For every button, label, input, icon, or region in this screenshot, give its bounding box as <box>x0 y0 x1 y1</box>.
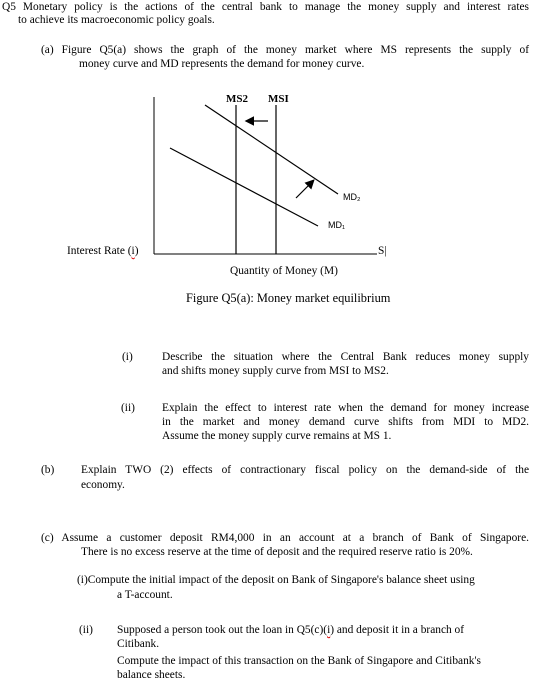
x-axis-label: Quantity of Money (M) <box>230 265 338 277</box>
sub-i-number: (i) <box>122 351 133 363</box>
ms2-label: MS2 <box>226 93 248 105</box>
md2-curve <box>205 105 338 194</box>
q5-intro-line1: Q5 Monetary policy is the actions of the central bank to manage the money supply and interest rates <box>2 1 529 13</box>
ms1-label: MSI <box>268 93 289 105</box>
md1-curve <box>170 148 318 226</box>
part-b-number: (b) <box>41 464 55 476</box>
x-axis-end-mark: S| <box>378 245 387 257</box>
part-b-line1: Explain TWO (2) effects of contractionary fiscal policy on the demand-side of the <box>81 464 529 476</box>
sub-ii-line2: in the market and money demand curve shifts from MDI to MD2. <box>162 416 529 428</box>
sub-i-line2: and shifts money supply curve from MSI to MS2. <box>162 365 389 377</box>
q5-intro-line2: to achieve its macroeconomic policy goals. <box>18 14 215 26</box>
y-axis-label: Interest Rate (i) <box>67 245 139 257</box>
shift-up-arrow <box>296 181 313 198</box>
sub-ii-line1: Explain the effect to interest rate when the demand for money increase <box>162 402 529 414</box>
sub-i-line1: Describe the situation where the Central Bank reduces money supply <box>162 351 529 363</box>
md2-label: MD₂ <box>343 192 361 202</box>
c-i-line1: (i)Compute the initial impact of the deposit on Bank of Singapore's balance sheet using <box>77 574 475 586</box>
c-ii-line1: Supposed a person took out the loan in Q5(c)(i) and deposit it in a branch of <box>117 624 465 636</box>
md1-label: MD₁ <box>328 220 346 230</box>
part-b-line2: economy. <box>81 479 125 491</box>
part-c-line1: (c) Assume a customer deposit RM4,000 in an account at a branch of Bank of Singapore. <box>41 532 529 544</box>
c-ii-number: (ii) <box>79 624 93 636</box>
part-a-line1: (a) Figure Q5(a) shows the graph of the money market where MS represents the supply of <box>41 44 529 56</box>
sub-ii-number: (ii) <box>121 402 135 414</box>
c-ii-line4: balance sheets. <box>117 669 186 681</box>
part-c-line2: There is no excess reserve at the time of deposit and the required reserve ratio is 20%. <box>81 546 473 558</box>
sub-ii-line3: Assume the money supply curve remains at MS 1. <box>162 430 392 442</box>
figure-caption: Figure Q5(a): Money market equilibrium <box>186 291 391 305</box>
part-a-line2: money curve and MD represents the demand for money curve. <box>79 58 365 70</box>
c-i-line2: a T-account. <box>117 589 173 601</box>
c-ii-line2: Citibank. <box>117 638 160 650</box>
c-ii-line3: Compute the impact of this transaction on the Bank of Singapore and Citibank's <box>117 655 481 667</box>
